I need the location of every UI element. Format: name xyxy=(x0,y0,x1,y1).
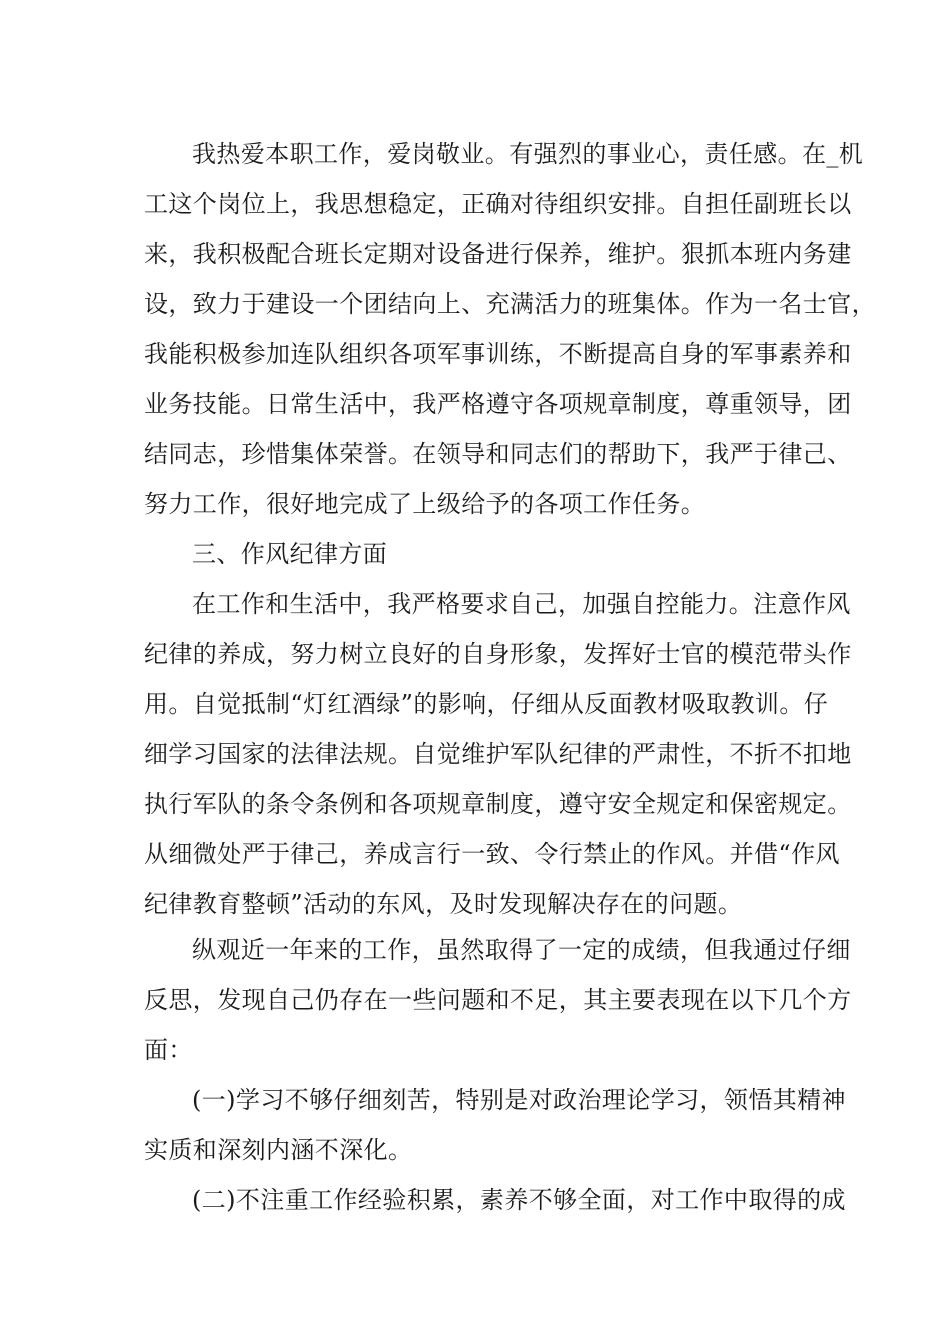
paragraph-line: 面： xyxy=(144,1036,193,1064)
paragraph-line: 设，致力于建设一个团结向上、充满活力的班集体。作为一名士官， xyxy=(144,290,876,318)
paragraph-line: 在工作和生活中，我严格要求自己，加强自控能力。注意作风 xyxy=(192,590,851,618)
paragraph-line: 纪律的养成，努力树立良好的自身形象，发挥好士官的模范带头作 xyxy=(144,640,852,668)
paragraph-line: 细学习国家的法律法规。自觉维护军队纪律的严肃性，不折不扣地 xyxy=(144,740,852,768)
section-heading: 三、作风纪律方面 xyxy=(192,540,388,568)
paragraph-line: (一)学习不够仔细刻苦，特别是对政治理论学习，领悟其精神 xyxy=(192,1086,846,1114)
paragraph-line: (二)不注重工作经验积累，素养不够全面，对工作中取得的成 xyxy=(192,1186,846,1214)
paragraph-line: 纪律教育整顿”活动的东风，及时发现解决存在的问题。 xyxy=(144,890,743,918)
paragraph-line: 结同志，珍惜集体荣誉。在领导和同志们的帮助下，我严于律己、 xyxy=(144,440,852,468)
paragraph-line: 努力工作，很好地完成了上级给予的各项工作任务。 xyxy=(144,490,706,518)
paragraph-line: 我能积极参加连队组织各项军事训练，不断提高自身的军事素养和 xyxy=(144,340,852,368)
paragraph-line: 工这个岗位上，我思想稳定，正确对待组织安排。自担任副班长以 xyxy=(144,190,852,218)
paragraph-line: 执行军队的条令条例和各项规章制度，遵守安全规定和保密规定。 xyxy=(144,790,852,818)
paragraph-line: 来，我积极配合班长定期对设备进行保养，维护。狠抓本班内务建 xyxy=(144,240,852,268)
paragraph-line: 从细微处严于律己，养成言行一致、令行禁止的作风。并借“作风 xyxy=(144,840,840,868)
paragraph-line: 实质和深刻内涵不深化。 xyxy=(144,1136,413,1164)
paragraph-line: 纵观近一年来的工作，虽然取得了一定的成绩，但我通过仔细 xyxy=(192,936,851,964)
paragraph-line: 用。自觉抵制“灯红酒绿”的影响，仔细从反面教材吸取教训。仔 xyxy=(144,690,829,718)
paragraph-line: 反思，发现自己仍存在一些问题和不足，其主要表现在以下几个方 xyxy=(144,986,852,1014)
paragraph-line: 我热爱本职工作，爱岗敬业。有强烈的事业心，责任感。在_机 xyxy=(192,140,864,168)
paragraph-line: 业务技能。日常生活中，我严格遵守各项规章制度，尊重领导，团 xyxy=(144,390,852,418)
